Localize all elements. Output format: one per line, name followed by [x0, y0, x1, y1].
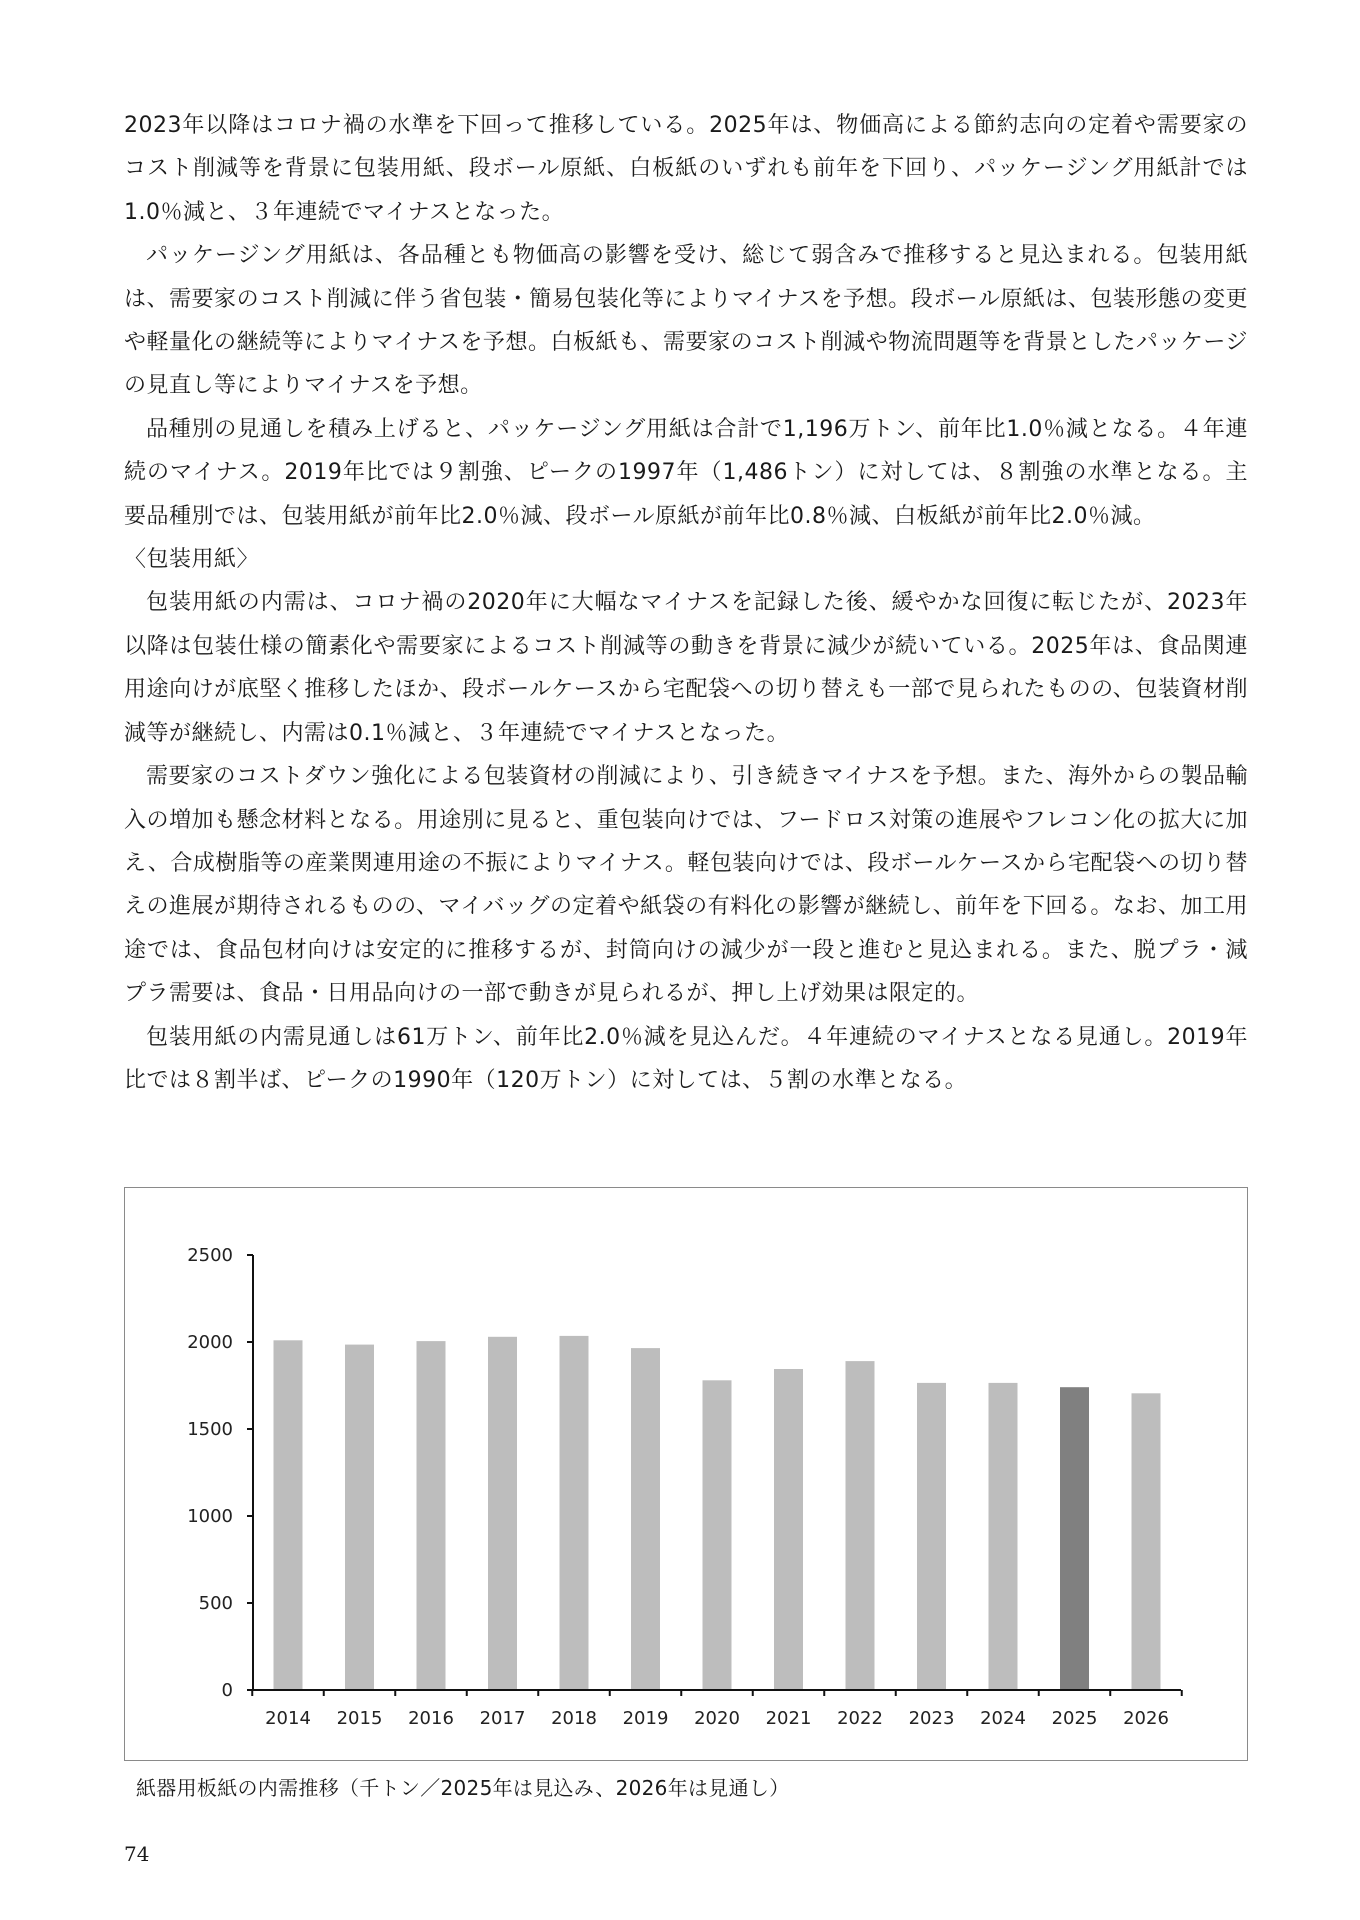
- y-tick-label: 2500: [187, 1245, 233, 1266]
- section-heading: 〈包装用紙〉: [124, 547, 260, 573]
- chart-canvas: [125, 1188, 1247, 1760]
- bar-2017: [488, 1337, 517, 1690]
- bar-2014: [274, 1340, 303, 1690]
- bar-2021: [774, 1369, 803, 1690]
- chart-caption: 紙器用板紙の内需推移（千トン／2025年は見込み、2026年は見通し）: [136, 1776, 790, 1800]
- x-tick-label: 2021: [765, 1708, 812, 1729]
- bar-2025: [1060, 1387, 1089, 1690]
- y-tick-label: 1000: [187, 1506, 233, 1527]
- bar-2016: [417, 1341, 446, 1690]
- x-tick-label: 2015: [336, 1708, 383, 1729]
- x-tick-label: 2023: [908, 1708, 955, 1729]
- bar-chart: [124, 1187, 1248, 1761]
- x-tick-label: 2019: [622, 1708, 669, 1729]
- paragraph: パッケージング用紙は、各品種とも物価高の影響を受け、総じて弱含みで推移すると見込まれる。包装用紙は、需要家のコスト削減に伴う省包装・簡易包装化等によりマイナスを予想。段ボール原紙は、包装形態の変更や軽量化の継続等によりマイナスを予想。白板紙も、需要家のコスト削減や物流問題等を背景としたパッケージの見直し等によりマイナスを予想。: [124, 243, 1248, 399]
- bar-2023: [917, 1383, 946, 1690]
- x-tick-label: 2025: [1051, 1708, 1098, 1729]
- paragraph: 需要家のコストダウン強化による包装資材の削減により、引き続きマイナスを予想。また、海外からの製品輸入の増加も懸念材料となる。用途別に見ると、重包装向けでは、フードロス対策の進展やフレコン化の拡大に加え、合成樹脂等の産業関連用途の不振によりマイナス。軽包装向けでは、段ボールケースから宅配袋への切り替えの進展が期待されるものの、マイバッグの定着や紙袋の有料化の影響が継続し、前年を下回る。なお、加工用途では、食品包材向けは安定的に推移するが、封筒向けの減少が一段と進むと見込まれる。また、脱プラ・減プラ需要は、食品・日用品向けの一部で動きが見られるが、押し上げ効果は限定的。: [124, 764, 1248, 1007]
- x-tick-label: 2026: [1123, 1708, 1169, 1729]
- x-tick-label: 2022: [837, 1708, 883, 1729]
- bar-2018: [560, 1336, 589, 1690]
- y-tick-label: 1500: [187, 1419, 233, 1440]
- paragraph: 包装用紙の内需は、コロナ禍の2020年に大幅なマイナスを記録した後、緩やかな回復に転じたが、2023年以降は包装仕様の簡素化や需要家によるコスト削減等の動きを背景に減少が続いている。2025年は、食品関連用途向けが底堅く推移したほか、段ボールケースから宅配袋への切り替えも一部で見られたものの、包装資材削減等が継続し、内需は0.1％減と、３年連続でマイナスとなった。: [124, 590, 1248, 746]
- y-tick-label: 0: [221, 1680, 233, 1701]
- x-tick-label: 2018: [551, 1708, 597, 1729]
- x-tick-label: 2016: [408, 1708, 454, 1729]
- paragraph: 2023年以降はコロナ禍の水準を下回って推移している。2025年は、物価高による節約志向の定着や需要家のコスト削減等を背景に包装用紙、段ボール原紙、白板紙のいずれも前年を下回り、パッケージング用紙計では1.0％減と、３年連続でマイナスとなった。: [124, 113, 1248, 225]
- x-tick-label: 2017: [479, 1708, 526, 1729]
- bar-2015: [345, 1345, 374, 1690]
- bar-2026: [1132, 1393, 1161, 1690]
- bar-2019: [631, 1348, 660, 1690]
- paragraph: 包装用紙の内需見通しは61万トン、前年比2.0％減を見込んだ。４年連続のマイナスとなる見通し。2019年比では８割半ば、ピークの1990年（120万トン）に対しては、５割の水準となる。: [124, 1024, 1248, 1093]
- x-tick-label: 2024: [980, 1708, 1026, 1729]
- paragraph: 品種別の見通しを積み上げると、パッケージング用紙は合計で1,196万トン、前年比1.0％減となる。４年連続のマイナス。2019年比では９割強、ピークの1997年（1,486トン）に対しては、８割強の水準となる。主要品種別では、包装用紙が前年比2.0％減、段ボール原紙が前年比0.8％減、白板紙が前年比2.0％減。: [124, 416, 1248, 529]
- page-number: 74: [124, 1842, 150, 1866]
- x-tick-label: 2020: [694, 1708, 740, 1729]
- body-text: [124, 104, 1248, 1102]
- x-tick-label: 2014: [265, 1708, 311, 1729]
- y-tick-label: 2000: [187, 1332, 233, 1353]
- bar-2024: [989, 1383, 1018, 1690]
- bar-2022: [846, 1361, 875, 1690]
- y-tick-label: 500: [198, 1593, 233, 1614]
- bar-2020: [703, 1380, 732, 1690]
